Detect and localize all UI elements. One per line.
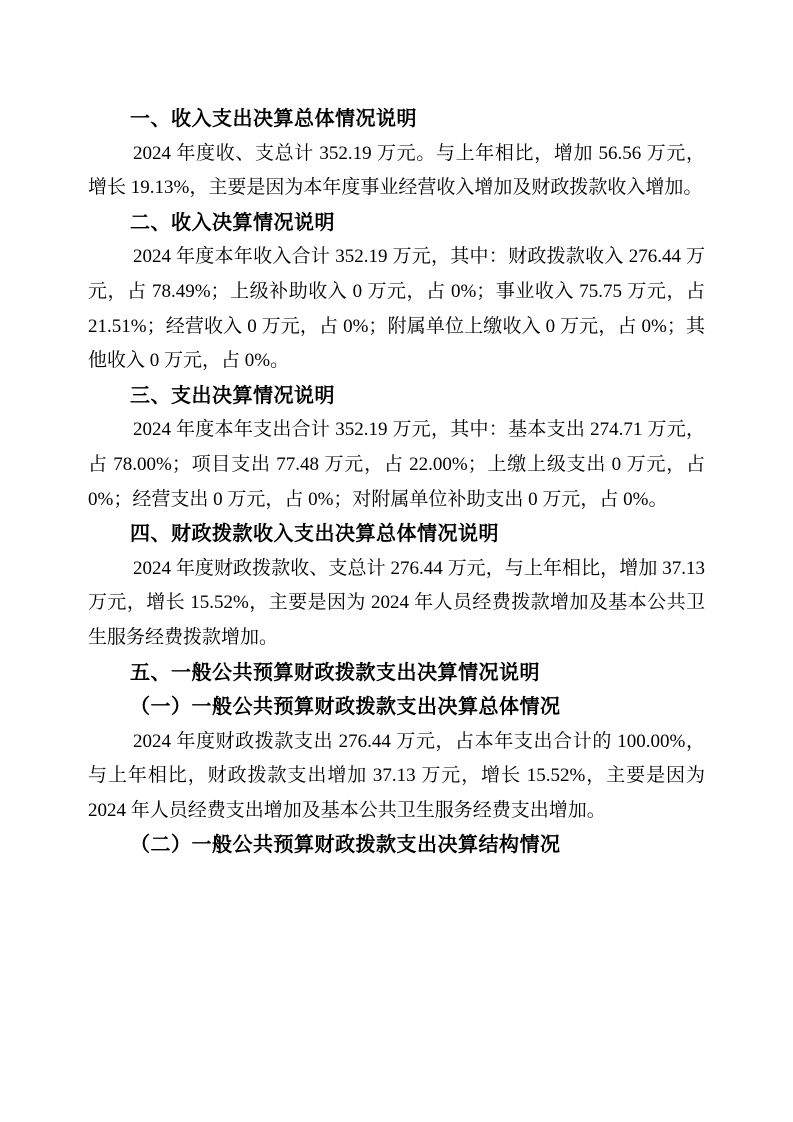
section-3-heading: 三、支出决算情况说明 [130,384,335,407]
section-4-heading: 四、财政拨款收入支出决算总体情况说明 [130,523,499,546]
section-4-paragraph: 2024 年度财政拨款收、支总计 276.44 万元，与上年相比，增加 37.13 万元，增长 15.52%，主要是因为 2024 年人员经费拨款增加及基本公共卫生服务经费拨款增加。 [88,557,705,648]
section-5-sub-1-heading: （一）一般公共预算财政拨款支出决算总体情况 [130,696,561,719]
section-3-paragraph: 2024 年度本年支出合计 352.19 万元，其中：基本支出 274.71 万元，占 78.00%；项目支出 77.48 万元，占 22.00%；上缴上级支出 0 万元，占 0%；经营支出 0 万元，占 0%；对附属单位补助支出 0 万元，占 0%。 [88,419,705,510]
section-5-sub-2-heading: （二）一般公共预算财政拨款支出决算结构情况 [130,834,561,857]
report-body [88,102,705,863]
section-1-heading: 一、收入支出决算总体情况说明 [130,108,417,130]
section-2-paragraph: 2024 年度本年收入合计 352.19 万元，其中：财政拨款收入 276.44 万元，占 78.49%；上级补助收入 0 万元，占 0%；事业收入 75.75 万元，占 21.51%；经营收入 0 万元，占 0%；附属单位上缴收入 0 万元，占 0%；其他收入 0 万元，占 0%。 [88,246,705,372]
section-2-heading: 二、收入决算情况说明 [130,211,335,234]
section-5-sub-1-paragraph: 2024 年度财政拨款支出 276.44 万元，占本年支出合计的 100.00%，与上年相比，财政拨款支出增加 37.13 万元，增长 15.52%，主要是因为 2024 年人员经费支出增加及基本公共卫生服务经费支出增加。 [88,730,705,821]
section-5-heading: 五、一般公共预算财政拨款支出决算情况说明 [130,661,540,684]
section-1-paragraph: 2024 年度收、支总计 352.19 万元。与上年相比，增加 56.56 万元，增长 19.13%，主要是因为本年度事业经营收入增加及财政拨款收入增加。 [88,142,705,199]
